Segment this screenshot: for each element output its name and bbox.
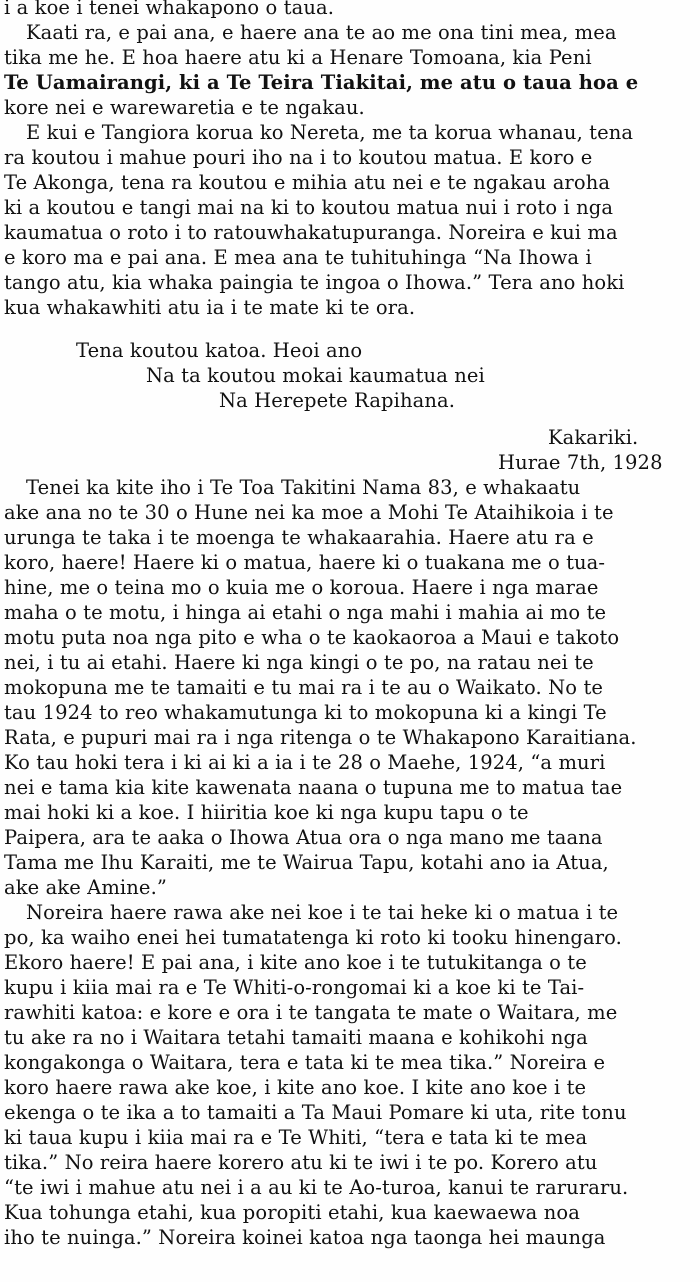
text-line: nei, i tu ai etahi. Haere ki nga kingi o te po, na ratau nei te	[4, 651, 594, 674]
text-line: nei e tama kia kite kawenata naana o tupuna me to matua tae	[4, 776, 623, 799]
text-line: i a koe i tenei whakapono o taua.	[4, 0, 335, 19]
text-line: tu ake ra no i Waitara tetahi tamaiti maana e kohikohi nga	[4, 1026, 588, 1049]
text-line: ki taua kupu i kiia mai ra e Te Whiti, “tera e tata ki te mea	[4, 1126, 588, 1149]
text-line: Ekoro haere! E pai ana, i kite ano koe i te tutukitanga o te	[4, 951, 587, 974]
text-line: Te Uamairangi, ki a Te Teira Tiakitai, me atu o taua hoa e	[4, 71, 639, 94]
text-line: “te iwi i mahue atu nei i a au ki te Ao-turoa, kanui te raruraru.	[4, 1176, 629, 1199]
text-line: Noreira haere rawa ake nei koe i te tai heke ki o matua i te	[26, 901, 619, 924]
text-line: koro haere rawa ake koe, i kite ano koe. I kite ano koe i te	[4, 1076, 587, 1099]
text-line: Rata, e pupuri mai ra i nga ritenga o te Whakapono Karaitiana.	[4, 726, 637, 749]
text-line: e koro ma e pai ana. E mea ana te tuhituhinga “Na Ihowa i	[4, 246, 592, 269]
text-line: tau 1924 to reo whakamutunga ki to mokopuna ki a kingi Te	[4, 701, 607, 724]
text-line: rawhiti katoa: e kore e ora i te tangata te mate o Waitara, me	[4, 1001, 618, 1024]
text-line: Te Akonga, tena ra koutou e mihia atu nei e te ngakau aroha	[4, 171, 611, 194]
text-line: mai hoki ki a koe. I hiiritia koe ki nga kupu tapu o te	[4, 801, 529, 824]
text-line: ake ana no te 30 o Hune nei ka moe a Mohi Te Ataihikoia i te	[4, 501, 614, 524]
text-line: tango atu, kia whaka paingia te ingoa o Ihowa.” Tera ano hoki	[4, 271, 625, 294]
text-line: koro, haere! Haere ki o matua, haere ki o tuakana me o tua-	[4, 551, 606, 574]
text-line: po, ka waiho enei hei tumatatenga ki roto ki tooku hinengaro.	[4, 926, 622, 949]
signature-line: Tena koutou katoa. Heoi ano	[76, 339, 363, 362]
text-line: ra koutou i mahue pouri iho na i to koutou matua. E koro e	[4, 146, 593, 169]
text-line: tika.” No reira haere korero atu ki te iwi i te po. Korero atu	[4, 1151, 598, 1174]
text-line: ekenga o te ika a to tamaiti a Ta Maui Pomare ki uta, rite tonu	[4, 1101, 627, 1124]
text-line: kaumatua o roto i to ratouwhakatupuranga. Noreira e kui ma	[4, 221, 618, 244]
text-line: ki a koutou e tangi mai na ki to koutou matua nui i roto i nga	[4, 196, 614, 219]
text-line: kua whakawhiti atu ia i te mate ki te ora.	[4, 296, 416, 319]
text-line: hine, me o teina mo o kuia me o koroua. Haere i nga marae	[4, 576, 599, 599]
dateline-date: Hurae 7th, 1928	[498, 451, 663, 474]
text-line: Ko tau hoki tera i ki ai ki a ia i te 28 o Maehe, 1924, “a muri	[4, 751, 606, 774]
signature-line: Na Herepete Rapihana.	[219, 389, 456, 412]
text-line: E kui e Tangiora korua ko Nereta, me ta korua whanau, tena	[26, 121, 634, 144]
text-line: Paipera, ara te aaka o Ihowa Atua ora o nga mano me taana	[4, 826, 603, 849]
text-line: Kaati ra, e pai ana, e haere ana te ao me ona tini mea, mea	[26, 21, 617, 44]
text-line: mokopuna me te tamaiti e tu mai ra i te au o Waikato. No te	[4, 676, 604, 699]
dateline-place: Kakariki.	[548, 426, 639, 449]
text-line: Tama me Ihu Karaiti, me te Wairua Tapu, kotahi ano ia Atua,	[4, 851, 609, 874]
text-line: kongakonga o Waitara, tera e tata ki te mea tika.” Noreira e	[4, 1051, 606, 1074]
text-line: iho te nuinga.” Noreira koinei katoa nga taonga hei maunga	[4, 1226, 606, 1249]
text-line: urunga te taka i te moenga te whakaarahia. Haere atu ra e	[4, 526, 594, 549]
signature-line: Na ta koutou mokai kaumatua nei	[146, 364, 485, 387]
text-line: motu puta noa nga pito e wha o te kaokaoroa a Maui e takoto	[4, 626, 620, 649]
text-line: tika me he. E hoa haere atu ki a Henare Tomoana, kia Peni	[4, 46, 592, 69]
text-line: kore nei e warewaretia e te ngakau.	[4, 96, 365, 119]
text-line: ake ake Amine.”	[4, 876, 167, 899]
text-line: maha o te motu, i hinga ai etahi o nga mahi i mahia ai mo te	[4, 601, 607, 624]
text-line: Tenei ka kite iho i Te Toa Takitini Nama 83, e whakaatu	[26, 476, 581, 499]
text-line: kupu i kiia mai ra e Te Whiti-o-rongomai ki a koe ki te Tai-	[4, 976, 585, 999]
text-line: Kua tohunga etahi, kua poropiti etahi, kua kaewaewa noa	[4, 1201, 580, 1224]
